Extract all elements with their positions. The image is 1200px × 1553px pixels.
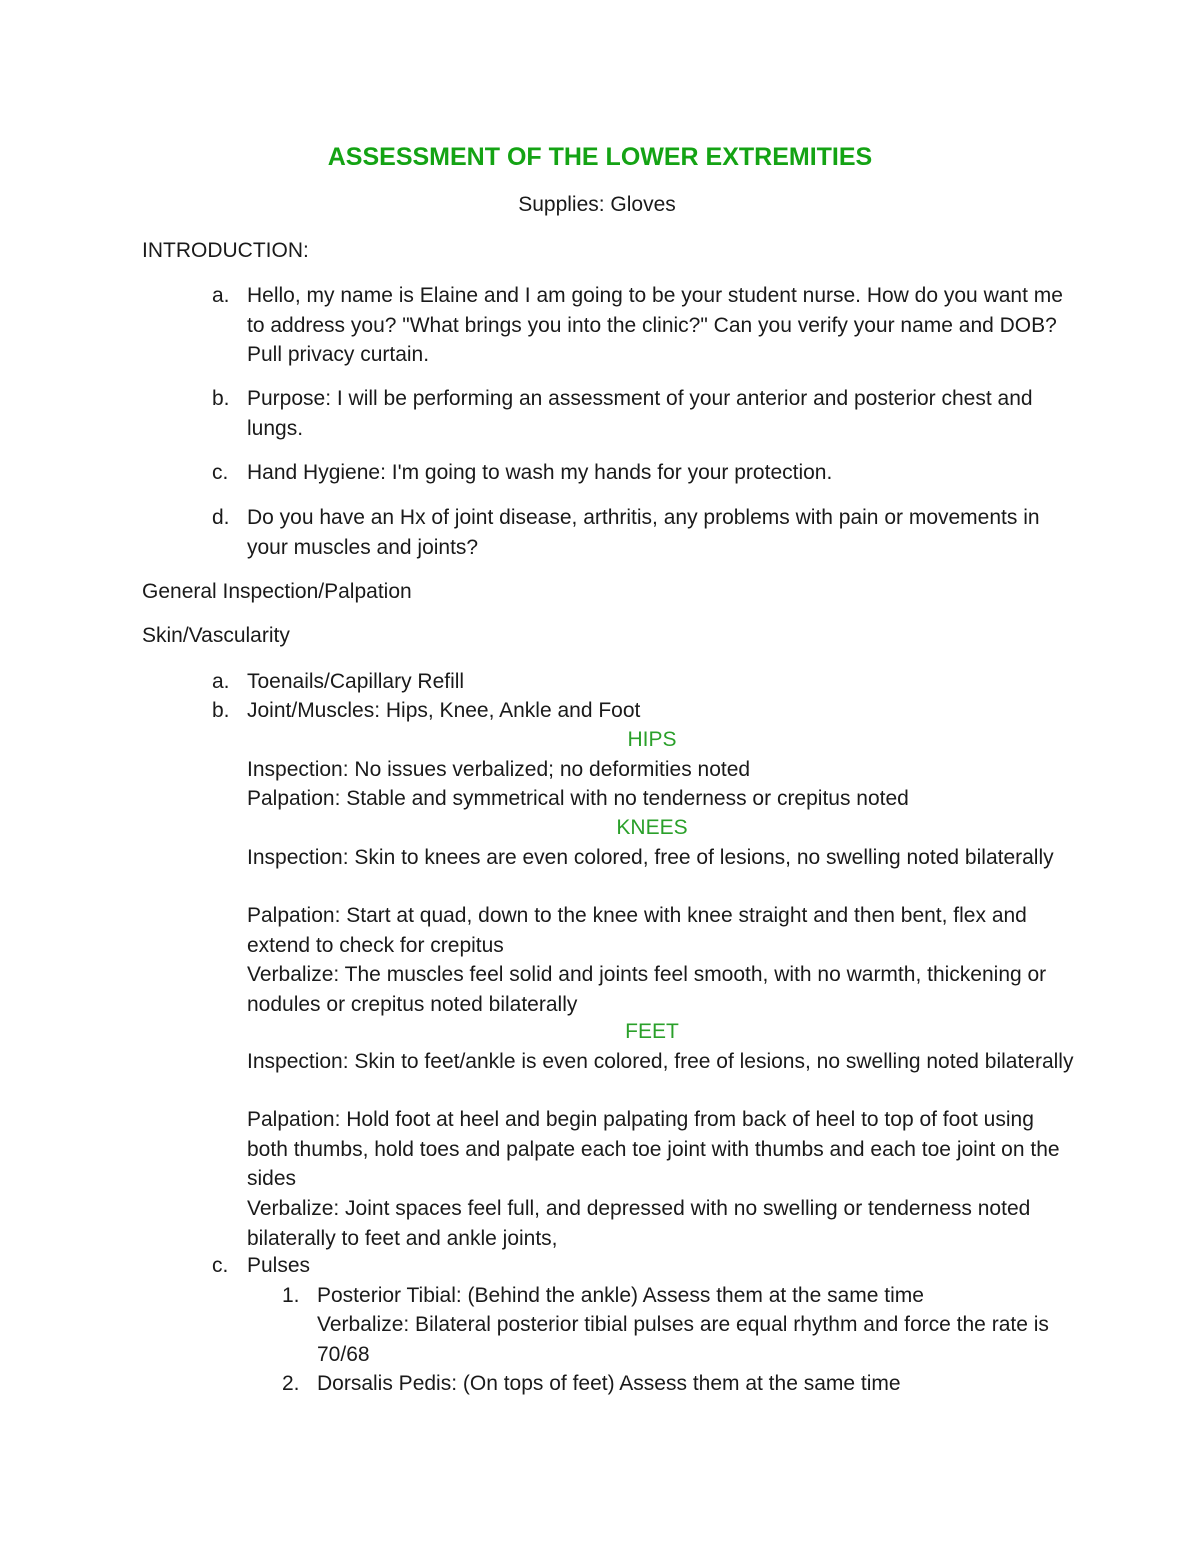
knees-verbalize: Verbalize: The muscles feel solid and joints feel smooth, with no warmth, thickening or nodules or crepitus noted bilaterally	[247, 963, 1047, 1016]
posterior-tibial-verbalize: Verbalize: Bilateral posterior tibial pulses are equal rhythm and force the rate is 70/68	[317, 1313, 1049, 1366]
pulse-item-text: Dorsalis Pedis: (On tops of feet) Assess them at the same time	[317, 1372, 901, 1395]
feet-palpation: Palpation: Hold foot at heel and begin palpating from back of heel to top of foot using both thumbs, hold toes and palpate each toe joint with thumbs and each toe joint on the sides	[247, 1108, 1060, 1190]
list-item-text: Toenails/Capillary Refill	[247, 670, 465, 693]
general-inspection-heading: General Inspection/Palpation	[142, 580, 412, 603]
list-marker: c.	[212, 1254, 229, 1277]
section-label-knees: KNEES	[616, 816, 688, 839]
list-item-text: Do you have an Hx of joint disease, arthritis, any problems with pain or movements in your muscles and joints?	[247, 506, 1040, 559]
document-title: ASSESSMENT OF THE LOWER EXTREMITIES	[327, 143, 873, 171]
list-item-text: Pulses	[247, 1254, 311, 1277]
knees-inspection: Inspection: Skin to knees are even colored, free of lesions, no swelling noted bilaterally	[247, 846, 1054, 869]
list-marker: b.	[212, 387, 230, 410]
knees-palpation: Palpation: Start at quad, down to the knee with knee straight and then bent, flex and extend to check for crepitus	[247, 904, 1027, 957]
hips-palpation: Palpation: Stable and symmetrical with no tenderness or crepitus noted	[247, 787, 909, 810]
list-marker: a.	[212, 670, 230, 693]
list-marker: d.	[212, 506, 230, 529]
feet-inspection: Inspection: Skin to feet/ankle is even colored, free of lesions, no swelling noted bilaterally	[247, 1050, 1074, 1073]
list-marker: a.	[212, 284, 230, 307]
feet-verbalize: Verbalize: Joint spaces feel full, and depressed with no swelling or tenderness noted bilaterally to feet and ankle joints,	[247, 1197, 1031, 1250]
list-item-text: Hand Hygiene: I'm going to wash my hands for your protection.	[247, 461, 833, 484]
list-marker: 2.	[282, 1372, 300, 1395]
pulse-item-text: Posterior Tibial: (Behind the ankle) Assess them at the same time	[317, 1284, 924, 1307]
introduction-heading: INTRODUCTION:	[142, 239, 309, 262]
section-label-hips: HIPS	[627, 728, 677, 751]
hips-inspection: Inspection: No issues verbalized; no deformities noted	[247, 758, 751, 781]
list-marker: b.	[212, 699, 230, 722]
list-item-text: Purpose: I will be performing an assessment of your anterior and posterior chest and lungs.	[247, 387, 1033, 440]
list-marker: c.	[212, 461, 229, 484]
list-item-text: Joint/Muscles: Hips, Knee, Ankle and Foot	[247, 699, 641, 722]
skin-vascularity-heading: Skin/Vascularity	[142, 624, 290, 647]
list-marker: 1.	[282, 1284, 300, 1307]
supplies-line: Supplies: Gloves	[518, 193, 676, 216]
list-item-text: Hello, my name is Elaine and I am going to be your student nurse. How do you want me to address you? "What brings you into the clinic?" Can you verify your name and DOB? Pull privacy curtain.	[247, 284, 1063, 366]
section-label-feet: FEET	[625, 1020, 679, 1043]
